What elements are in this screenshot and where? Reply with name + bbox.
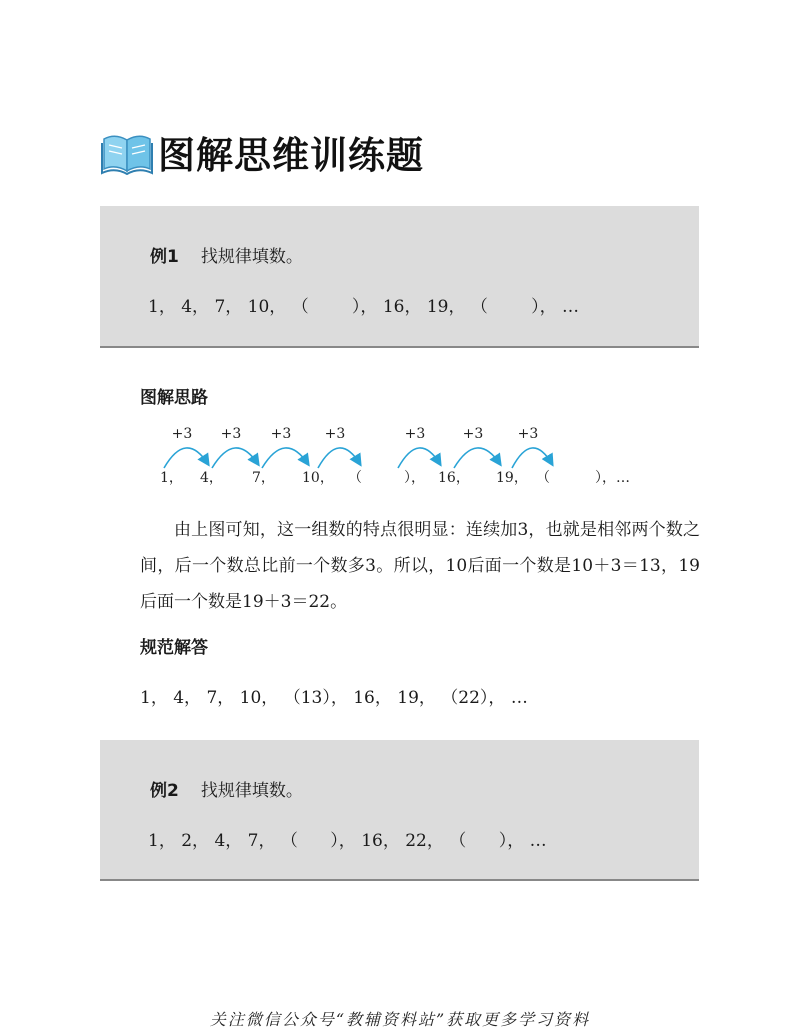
step-arc — [398, 448, 440, 468]
sequence-number: ），… — [595, 470, 630, 486]
example-2-instruction: 找规律填数。 — [200, 781, 303, 801]
sequence-number: （ — [348, 470, 362, 486]
example-2-label: 例2 — [150, 781, 179, 801]
step-arc — [262, 448, 308, 468]
analysis-label: 图解思路 — [140, 388, 208, 408]
example-1-box — [100, 206, 699, 348]
step-arc — [512, 448, 552, 468]
example-1-sequence: 1， 4， 7， 10， （ ）， 16， 19， （ ）， … — [148, 297, 580, 317]
sequence-number: 16， — [438, 470, 470, 486]
step-arc — [212, 448, 258, 468]
example-2-sequence: 1， 2， 4， 7， （ ）， 16， 22， （ ）， … — [148, 831, 547, 851]
solution-label: 规范解答 — [140, 638, 208, 658]
step-label: +3 — [462, 426, 484, 442]
example-2-box — [100, 740, 699, 881]
step-label: +3 — [171, 426, 193, 442]
title-row — [100, 122, 424, 182]
step-arcs — [164, 448, 552, 468]
open-book-icon — [100, 129, 154, 175]
sequence-number: （ — [536, 470, 550, 486]
step-label: +3 — [324, 426, 346, 442]
step-label: +3 — [404, 426, 426, 442]
analysis-paragraph: 由上图可知，这一组数的特点很明显：连续加3，也就是相邻两个数之间，后一个数总比前一个数多3。所以，10后面一个数是10＋3＝13，19后面一个数是19＋3＝22。 — [140, 520, 700, 612]
sequence-numbers — [160, 470, 630, 486]
step-arc — [318, 448, 360, 468]
step-arc — [454, 448, 500, 468]
step-label: +3 — [270, 426, 292, 442]
footer-note: 关注微信公众号“教辅资料站”获取更多学习资料 — [209, 1010, 591, 1029]
sequence-number: 4， — [200, 470, 223, 486]
step-label: +3 — [517, 426, 539, 442]
solution-answer: 1， 4， 7， 10， （13）， 16， 19， （22）， … — [140, 688, 528, 708]
sequence-diagram — [150, 420, 670, 492]
sequence-number: 1， — [160, 470, 183, 486]
example-1-heading — [150, 242, 303, 267]
example-1-instruction: 找规律填数。 — [200, 247, 303, 267]
sequence-number: 19， — [496, 470, 528, 486]
example-2-heading — [150, 776, 303, 801]
step-arc — [164, 448, 208, 468]
sequence-number: 10， — [302, 470, 334, 486]
sequence-number: 7， — [252, 470, 275, 486]
page-title: 图解思维训练题 — [158, 134, 424, 177]
example-1-label: 例1 — [150, 247, 179, 267]
step-label: +3 — [220, 426, 242, 442]
sequence-number: ）， — [404, 470, 425, 486]
step-labels — [172, 426, 539, 442]
